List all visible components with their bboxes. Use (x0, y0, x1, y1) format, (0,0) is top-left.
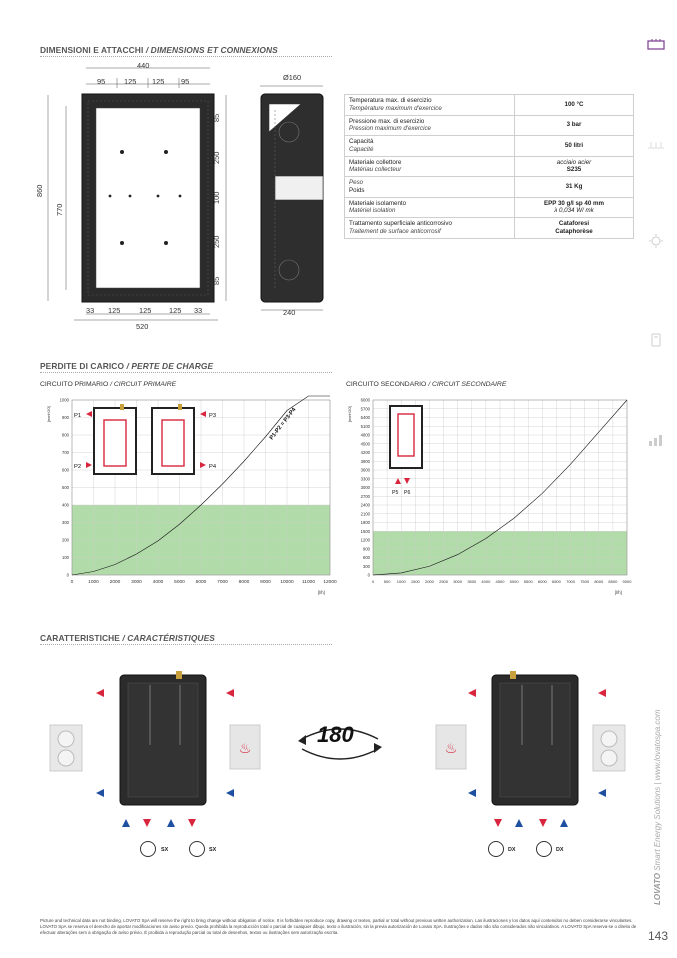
x-tick-label: 12000 (323, 580, 337, 585)
spec-label-fr: Matériel isolation (349, 207, 396, 215)
y-tick-label: 4200 (360, 450, 370, 456)
x-tick-label: 8000 (238, 580, 250, 585)
x-tick-label: 7500 (580, 579, 590, 584)
pump-label-dx: DX (508, 847, 516, 853)
label-p4: P4 (209, 464, 217, 470)
spec-row (345, 197, 634, 218)
radiator-icon (647, 138, 665, 152)
dim-left-outer: 860 (35, 184, 44, 197)
spec-label (345, 115, 515, 136)
spec-value-main: λ 0,034 W/ mk (554, 207, 594, 215)
pump-symbol-icon (189, 841, 205, 857)
pump-symbol-icon (488, 841, 504, 857)
y-tick-label: 500 (62, 485, 69, 491)
side-view-drawing (255, 80, 330, 312)
section-title-it: CARATTERISTICHE (40, 633, 120, 643)
spec-row (345, 177, 634, 198)
dim-right-1: 85 (212, 113, 221, 122)
unit-schematic (390, 406, 422, 468)
section-title-fr: / PERTE DE CHARGE (126, 361, 214, 371)
module-icon (647, 38, 665, 52)
y-tick-label: 0 (66, 572, 69, 578)
spec-label-it: Materiale collettore (349, 158, 402, 166)
dim-bottom-2: 125 (108, 306, 121, 315)
dim-top-total: 440 (137, 61, 150, 70)
brand-tagline: Smart Energy Solutions (653, 786, 662, 871)
spec-value-main: S235 (566, 166, 582, 174)
front-view-drawing (38, 58, 238, 336)
pump-symbol-icon (536, 841, 552, 857)
dim-top-3: 125 (152, 77, 165, 86)
heat-pump-icon (593, 725, 625, 771)
dim-side-width: 240 (283, 308, 296, 317)
dim-bottom-5: 33 (194, 306, 203, 315)
x-tick-label: 4000 (152, 580, 164, 585)
boiler-icon (230, 725, 260, 769)
spec-value: 50 litri (515, 136, 634, 157)
y-tick-label: 800 (62, 432, 69, 438)
dim-top-4: 95 (181, 77, 190, 86)
spec-label (345, 197, 515, 218)
x-tick-label: 11000 (302, 580, 315, 585)
y-tick-label: 200 (62, 537, 69, 543)
x-tick-label: 3000 (131, 580, 142, 585)
chart-title-fr: / CIRCUIT PRIMAIRE (110, 381, 177, 388)
spec-value (515, 218, 634, 239)
spec-value-top: acciaio acier (556, 158, 592, 166)
y-tick-label: 100 (62, 555, 69, 561)
footer-disclaimer: Picture and technical data are not binding. LOVATO SpA will reserve the right to bring change without obligation of notice. It is forbidden reproduce copy, drawing or textes, partial or total without previous written authorization. Las ilustraciones y los datos aquí contenidos no deben considerarse vinculantes. LOVATO SpA se reserva el derecho de aportar modificaciones sin aviso previo. Queda prohibida la reproducción total o parcial de cualquier dibujo, texto o ilustración, sin la previa autorización de Lovato SpA. Ilustrações e dados não são considerados não vinculativos. A LOVATO SpA reserva-se o direito de efectuar alterações sem a obrigação de aviso prévio. É proibida a reprodução parcial ou total de desenhos, textos ou ilustrações sem autorização escrita. (40, 918, 637, 935)
section-title-it: PERDITE DI CARICO (40, 361, 125, 371)
dim-top-1: 95 (97, 77, 106, 86)
pump-label-sx: SX (161, 847, 169, 853)
dim-bottom-1: 33 (86, 306, 95, 315)
spec-label (345, 156, 515, 177)
unit-schematic (94, 404, 136, 474)
x-tick-label: 4500 (495, 579, 505, 584)
x-tick-label: 9000 (622, 579, 632, 584)
x-tick-label: 1500 (410, 579, 420, 584)
label-p2: P2 (74, 464, 82, 470)
section-rule (40, 372, 332, 373)
label-p3: P3 (209, 413, 217, 419)
x-tick-label: 6500 (551, 579, 561, 584)
x-tick-label: 1000 (88, 580, 99, 585)
section-title-dimensions (40, 45, 278, 55)
dim-right-3: 100 (212, 191, 221, 204)
spec-label-it: Peso (349, 179, 364, 186)
y-tick-label: 400 (62, 502, 69, 508)
x-tick-label: 500 (383, 579, 391, 584)
x-tick-label: 2000 (424, 579, 434, 584)
y-tick-label: 6000 (360, 397, 370, 403)
spec-label-it: Temperatura max. di esercizio (349, 97, 432, 104)
spec-label-it: Materiale isolamento (349, 199, 407, 207)
dim-right-2: 250 (212, 151, 221, 164)
stats-icon (647, 433, 665, 447)
spec-row (345, 115, 634, 136)
spec-label-fr: Matériau collecteur (349, 166, 402, 174)
spec-value: 3 bar (515, 115, 634, 136)
spec-row (345, 156, 634, 177)
x-axis-label: [l/h] (615, 590, 622, 595)
spec-value-top: Cataforesi (558, 220, 590, 227)
y-tick-label: 1500 (360, 528, 370, 534)
spec-label (345, 177, 515, 198)
label-p6: P6 (404, 490, 411, 496)
y-tick-label: 2400 (360, 502, 370, 508)
x-tick-label: 7000 (566, 579, 576, 584)
y-axis-label: [mmH2O] (47, 405, 51, 422)
y-tick-label: 5400 (360, 415, 370, 421)
features-diagram (40, 655, 635, 855)
section-rule (40, 56, 332, 57)
y-tick-label: 900 (363, 546, 370, 552)
spec-label-fr: Température maximum d'exercice (349, 104, 442, 112)
heat-pump-icon (50, 725, 82, 771)
x-tick-label: 1000 (396, 579, 406, 584)
spec-label (345, 218, 515, 239)
x-tick-label: 6000 (195, 580, 207, 585)
tank-icon (647, 333, 665, 347)
x-tick-label: 8500 (608, 579, 618, 584)
x-tick-label: 5000 (174, 580, 185, 585)
y-tick-label: 900 (62, 415, 69, 421)
section-title-fr: / CARACTÉRISTIQUES (122, 633, 215, 643)
x-tick-label: 3500 (467, 579, 477, 584)
y-tick-label: 3300 (360, 476, 370, 482)
dim-bottom-total: 520 (136, 322, 149, 331)
y-tick-label: 600 (363, 555, 370, 561)
x-tick-label: 9000 (260, 580, 271, 585)
spec-label-it: Capacità (349, 138, 374, 145)
chart-title-it: CIRCUITO SECONDARIO (346, 381, 427, 388)
y-tick-label: 600 (62, 467, 69, 473)
x-tick-label: 7000 (217, 580, 228, 585)
rotation-label: 180 (317, 722, 354, 747)
spec-row (345, 218, 634, 239)
x-tick-label: 0 (70, 580, 74, 585)
sun-icon (647, 234, 665, 248)
spec-value-top: EPP 30 g/l sp 40 mm (543, 199, 605, 207)
x-tick-label: 2000 (109, 580, 121, 585)
spec-value-main: Cataphorèse (555, 227, 593, 235)
chart-title-secondary (346, 381, 506, 388)
y-tick-label: 2700 (360, 493, 370, 499)
chart-title-primary (40, 381, 176, 388)
brand-site: www.lovatospa.com (653, 709, 662, 781)
y-tick-label: 300 (363, 563, 370, 569)
y-tick-label: 3900 (360, 458, 370, 464)
y-tick-label: 3600 (360, 467, 370, 473)
y-tick-label: 4800 (360, 432, 370, 438)
spec-label-it: Trattamento superficiale anticorrosivo (349, 220, 452, 227)
spec-value (515, 197, 634, 218)
y-tick-label: 300 (62, 520, 69, 526)
label-p5: P5 (392, 490, 399, 496)
spec-row (345, 136, 634, 157)
x-tick-label: 2500 (439, 579, 449, 584)
unit-schematic (152, 404, 194, 474)
y-tick-label: 3000 (360, 485, 370, 491)
x-tick-label: 5000 (509, 579, 519, 584)
chart-primary (34, 390, 340, 602)
label-p1: P1 (74, 413, 82, 419)
curve-label: P1-P2 = P3-P4 (268, 406, 298, 442)
page-number: 143 (648, 929, 669, 943)
y-tick-label: 5100 (360, 423, 370, 429)
x-tick-label: 3000 (453, 579, 463, 584)
x-axis-label: [l/h] (318, 590, 325, 595)
spec-value (515, 156, 634, 177)
dim-right-5: 85 (212, 276, 221, 285)
x-tick-label: 5500 (523, 579, 533, 584)
spec-label-fr: Pression maximum d'exercice (349, 125, 431, 133)
dim-bottom-4: 125 (169, 306, 182, 315)
section-title-pressure-loss (40, 361, 213, 371)
x-tick-label: 0 (371, 579, 375, 584)
chart-title-it: CIRCUITO PRIMARIO (40, 381, 109, 388)
pump-label-dx: DX (556, 847, 564, 853)
x-tick-label: 10000 (280, 580, 294, 585)
y-tick-label: 4500 (360, 441, 370, 447)
chart-secondary (340, 390, 636, 602)
spec-label-fr: Capacité (349, 145, 374, 153)
spec-label (345, 136, 515, 157)
y-tick-label: 1000 (59, 397, 69, 403)
dim-top-2: 125 (124, 77, 137, 86)
pump-symbol-icon (140, 841, 156, 857)
spec-label-fr: Poids (349, 186, 365, 194)
spec-label (345, 95, 515, 116)
y-tick-label: 0 (367, 572, 370, 578)
x-tick-label: 6000 (537, 579, 547, 584)
dim-right-4: 250 (212, 235, 221, 248)
spec-value: 100 °C (515, 95, 634, 116)
spec-table (344, 94, 634, 239)
spec-label-fr: Traitement de surface anticorrosif (349, 227, 441, 235)
svg-text:♨: ♨ (444, 740, 458, 756)
y-tick-label: 1200 (360, 537, 370, 543)
section-title-it: DIMENSIONI E ATTACCHI (40, 45, 144, 55)
y-tick-label: 1800 (360, 520, 370, 526)
dim-left-inner: 770 (55, 203, 64, 216)
boiler-icon (436, 725, 466, 769)
y-tick-label: 700 (62, 450, 69, 456)
section-title-features (40, 633, 215, 643)
spec-label-it: Pressione max. di esercizio (349, 117, 425, 125)
dim-diameter: Ø160 (283, 73, 302, 82)
x-tick-label: 4000 (481, 579, 491, 584)
spec-value: 31 Kg (515, 177, 634, 198)
spec-row (345, 95, 634, 116)
dim-bottom-3: 125 (139, 306, 152, 315)
brand-vertical: LOVATO Smart Energy Solutions | www.lovatospa.com (653, 709, 662, 905)
y-tick-label: 2100 (360, 511, 370, 517)
pump-label-sx: SX (209, 847, 217, 853)
section-title-fr: / DIMENSIONS ET CONNEXIONS (145, 45, 278, 55)
svg-text:♨: ♨ (238, 740, 252, 756)
x-tick-label: 8000 (594, 579, 604, 584)
section-rule (40, 644, 332, 645)
chart-title-fr: / CIRCUIT SECONDAIRE (428, 381, 507, 388)
y-tick-label: 5700 (360, 406, 370, 412)
y-axis-label: [mmH2O] (348, 405, 352, 422)
brand-name: LOVATO (653, 873, 662, 905)
